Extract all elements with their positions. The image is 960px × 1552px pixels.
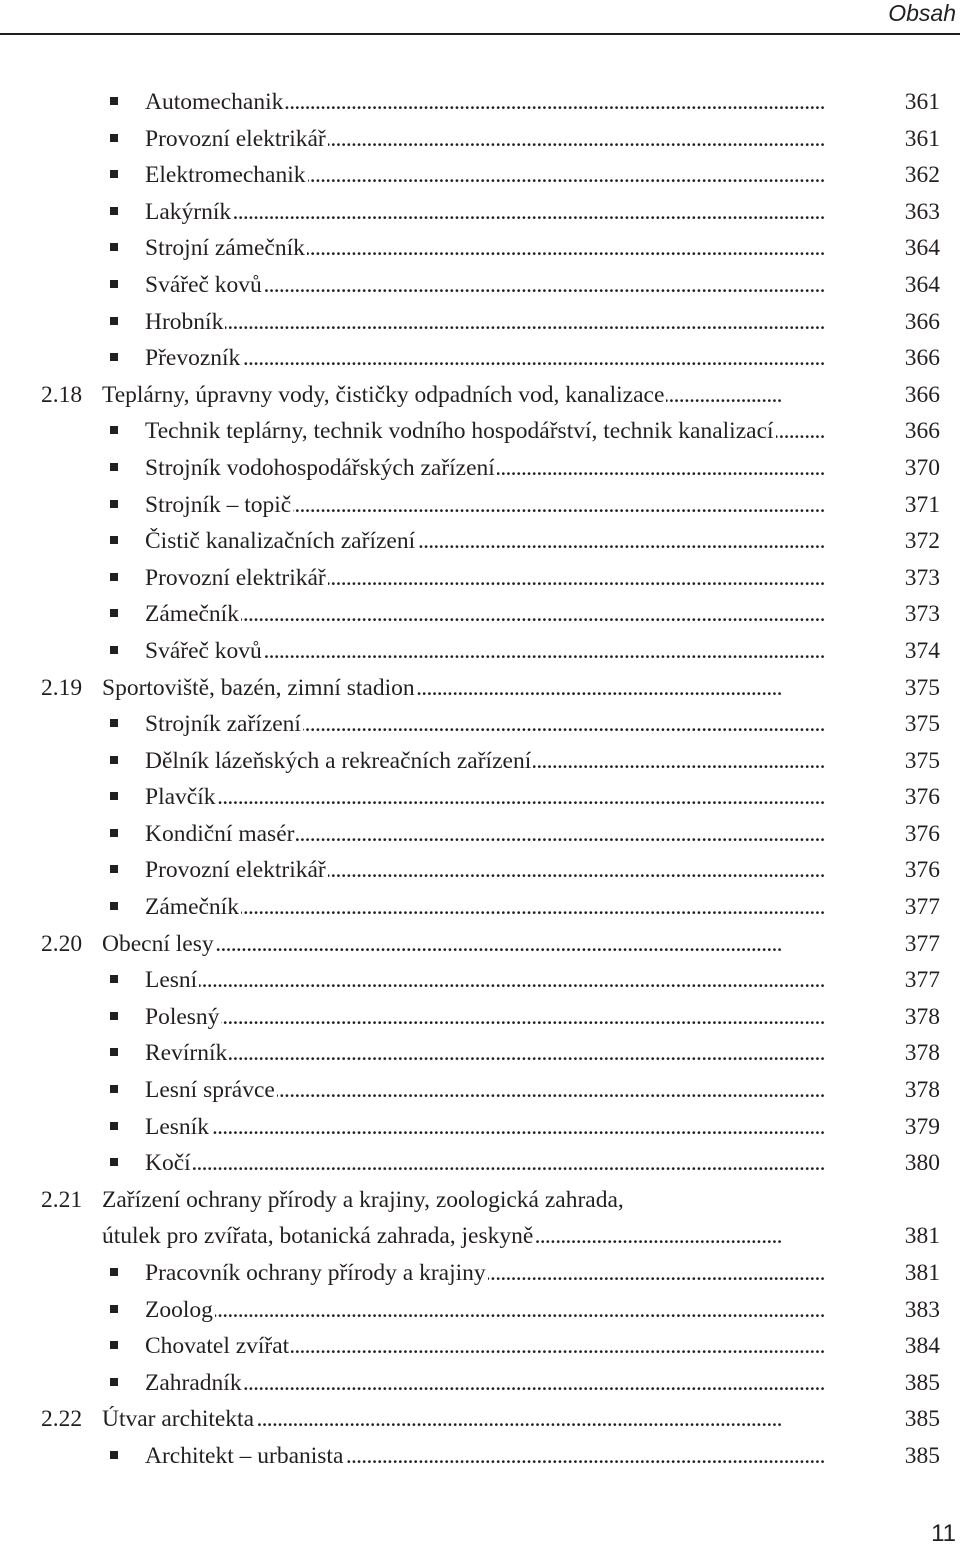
- toc-leader-line: [102, 675, 940, 702]
- toc-entry-title: Architekt – urbanista: [145, 1442, 344, 1469]
- toc-entry: [0, 706, 960, 743]
- toc-leader-line: [145, 126, 940, 153]
- toc-entry-title: Provozní elektrikář: [145, 125, 326, 152]
- toc-entry: [0, 852, 960, 889]
- toc-entry-page: 376: [904, 857, 940, 884]
- square-bullet-icon: [110, 1378, 118, 1386]
- square-bullet-icon: [110, 865, 118, 873]
- toc-leader-line: [145, 162, 940, 189]
- square-bullet-icon: [110, 829, 118, 837]
- toc-leader-line: [145, 235, 940, 262]
- square-bullet-icon: [110, 573, 118, 581]
- toc-entry-page: 364: [904, 271, 940, 298]
- toc-entry-title: Polesný: [145, 1003, 220, 1030]
- toc-section-page: 375: [904, 674, 940, 701]
- toc-entry-page: 373: [904, 564, 940, 591]
- square-bullet-icon: [110, 97, 118, 105]
- toc-entry-title: Pracovník ochrany přírody a krajiny: [145, 1260, 486, 1286]
- toc-section-title: Teplárny, úpravny vody, čističky odpadních vod, kanalizace: [102, 381, 665, 408]
- toc-leader-line: [145, 967, 940, 994]
- toc-leader-line: [102, 1223, 940, 1250]
- square-bullet-icon: [110, 1268, 118, 1276]
- toc-leader-line: [102, 931, 940, 958]
- toc-leader-line: [145, 857, 940, 884]
- toc-entry-title: Převozník: [145, 345, 241, 372]
- toc-entry: [0, 743, 960, 780]
- toc-entry-title: Hrobník: [145, 308, 224, 335]
- square-bullet-icon: [110, 536, 118, 544]
- toc-entry-title: Strojník – topič: [145, 491, 292, 518]
- toc-leader-line: [145, 309, 940, 336]
- toc-section-title-line2: útulek pro zvířata, botanická zahrada, jeskyně: [102, 1223, 534, 1250]
- toc-section-page: 377: [904, 930, 940, 957]
- toc-leader-line: [145, 492, 940, 519]
- toc-section: [0, 926, 960, 963]
- toc-entry-title: Zámečník: [145, 601, 239, 628]
- toc-entry: [0, 121, 960, 158]
- toc-leader-line: [145, 1040, 940, 1067]
- toc-leader-line: [145, 89, 940, 116]
- toc-entry-title: Svářeč kovů: [145, 637, 262, 664]
- toc-entry: [0, 1438, 960, 1475]
- toc-leader-line: [145, 638, 940, 665]
- square-bullet-icon: [110, 1341, 118, 1349]
- square-bullet-icon: [110, 170, 118, 178]
- toc-entry-page: 385: [904, 1442, 940, 1469]
- toc-section-page: 366: [904, 381, 940, 408]
- square-bullet-icon: [110, 207, 118, 215]
- toc-leader-line: [145, 784, 940, 811]
- toc-entry-page: 372: [904, 528, 940, 555]
- toc-entry-page: 378: [904, 1040, 940, 1067]
- toc-leader-line: [145, 821, 940, 848]
- toc-entry: [0, 194, 960, 231]
- toc-entry-title: Elektromechanik: [145, 162, 306, 189]
- toc-leader-line: [102, 1406, 940, 1433]
- toc-leader-line: [145, 528, 940, 555]
- toc-entry-title: Svářeč kovů: [145, 271, 262, 298]
- toc-leader-line: [145, 199, 940, 226]
- toc-entry-title: Lesník: [145, 1113, 209, 1140]
- toc-leader-line: [145, 894, 940, 921]
- square-bullet-icon: [110, 1451, 118, 1459]
- toc-entry-page: 363: [904, 198, 940, 225]
- toc-entry: [0, 1035, 960, 1072]
- toc-entry: [0, 1109, 960, 1146]
- toc-entry-page: 366: [904, 418, 940, 445]
- square-bullet-icon: [110, 243, 118, 251]
- toc-entry-title: Lesní: [145, 967, 198, 994]
- square-bullet-icon: [110, 646, 118, 654]
- toc-entry-page: 375: [904, 747, 940, 774]
- toc-entry: [0, 889, 960, 926]
- toc-leader-line: [145, 1004, 940, 1031]
- toc-section: [0, 1182, 960, 1255]
- toc-entry: [0, 816, 960, 853]
- toc-entry-title: Strojník vodohospodářských zařízení: [145, 454, 495, 481]
- toc-entry: [0, 1255, 960, 1292]
- square-bullet-icon: [110, 353, 118, 361]
- toc-section-number: 2.20: [41, 930, 83, 957]
- square-bullet-icon: [110, 1305, 118, 1313]
- toc-entry-page: 370: [904, 454, 940, 481]
- toc-entry: [0, 560, 960, 597]
- toc-entry-title: Lesní správce: [145, 1077, 275, 1104]
- toc-entry: [0, 267, 960, 304]
- toc-leader-line: [145, 1443, 940, 1470]
- toc-entry: [0, 999, 960, 1036]
- toc-entry: [0, 84, 960, 121]
- header-rule: [0, 33, 960, 35]
- square-bullet-icon: [110, 1012, 118, 1020]
- toc-entry: [0, 230, 960, 267]
- toc-entry-title: Strojník zařízení: [145, 711, 301, 738]
- toc-entry-page: 379: [904, 1113, 940, 1140]
- toc-entry-page: 374: [904, 637, 940, 664]
- square-bullet-icon: [110, 1158, 118, 1166]
- toc-section-number: 2.18: [41, 381, 83, 408]
- toc-leader-line: [145, 418, 940, 445]
- square-bullet-icon: [110, 609, 118, 617]
- toc-entry-page: 381: [904, 1260, 940, 1286]
- toc-section-title: Obecní lesy: [102, 930, 214, 957]
- toc-entry-title: Provozní elektrikář: [145, 857, 326, 884]
- toc-entry-page: 376: [904, 784, 940, 811]
- square-bullet-icon: [110, 1085, 118, 1093]
- square-bullet-icon: [110, 719, 118, 727]
- toc-entry-page: 364: [904, 235, 940, 262]
- toc-entry: [0, 1072, 960, 1109]
- toc-entry: [0, 779, 960, 816]
- square-bullet-icon: [110, 426, 118, 434]
- toc-entry-title: Zámečník: [145, 894, 239, 921]
- toc-entry-page: 376: [904, 820, 940, 847]
- toc-entry-page: 378: [904, 1077, 940, 1104]
- toc-entry-page: 362: [904, 162, 940, 189]
- toc-entry-page: 366: [904, 308, 940, 335]
- toc-entry: [0, 1365, 960, 1402]
- toc-entry-page: 380: [904, 1150, 940, 1177]
- toc-entry: [0, 962, 960, 999]
- square-bullet-icon: [110, 902, 118, 910]
- toc-leader-line: [145, 748, 940, 775]
- toc-leader-line: [145, 455, 940, 482]
- toc-entry-page: 361: [904, 89, 940, 115]
- toc-entry-title: Strojní zámečník: [145, 235, 305, 262]
- square-bullet-icon: [110, 792, 118, 800]
- toc-entry-title: Kondiční masér: [145, 820, 295, 847]
- toc-entry: [0, 1145, 960, 1182]
- toc-entry-page: 383: [904, 1296, 940, 1323]
- toc-leader-line: [145, 1333, 940, 1360]
- toc-entry-page: 366: [904, 345, 940, 372]
- toc-entry-page: 377: [904, 967, 940, 994]
- toc-entry-page: 375: [904, 711, 940, 738]
- toc-section: [0, 377, 960, 414]
- toc-entry: [0, 487, 960, 524]
- toc-entry-page: 361: [904, 125, 940, 152]
- toc-entry: [0, 340, 960, 377]
- toc-entry: [0, 450, 960, 487]
- toc-entry: [0, 596, 960, 633]
- toc-entry: [0, 304, 960, 341]
- toc-leader-line: [145, 565, 940, 592]
- running-header-title: Obsah: [888, 0, 956, 26]
- toc-entry-title: Dělník lázeňských a rekreačních zařízení: [145, 747, 532, 774]
- toc-leader-line: [145, 601, 940, 628]
- toc-entry: [0, 413, 960, 450]
- toc-section-number: 2.22: [41, 1406, 83, 1433]
- toc-leader-line: [145, 1077, 940, 1104]
- toc-section-page: 381: [904, 1223, 940, 1250]
- square-bullet-icon: [110, 1048, 118, 1056]
- toc-leader-line: [145, 1297, 940, 1324]
- toc-entry-page: 385: [904, 1369, 940, 1396]
- toc-leader-line: [145, 1260, 940, 1287]
- toc-section-title-line1: Zařízení ochrany přírody a krajiny, zoologická zahrada,: [102, 1186, 624, 1213]
- toc-entry-title: Zahradník: [145, 1369, 242, 1396]
- square-bullet-icon: [110, 280, 118, 288]
- toc-section: [0, 670, 960, 707]
- square-bullet-icon: [110, 500, 118, 508]
- toc-leader-line: [145, 1150, 940, 1177]
- toc-entry-page: 378: [904, 1003, 940, 1030]
- square-bullet-icon: [110, 975, 118, 983]
- toc-entry-page: 373: [904, 601, 940, 628]
- toc-entry-page: 377: [904, 894, 940, 921]
- page-number: 11: [931, 1520, 956, 1547]
- toc-entry-title: Provozní elektrikář: [145, 564, 326, 591]
- toc-section-number: 2.21: [41, 1186, 83, 1213]
- toc-entry-title: Chovatel zvířat: [145, 1333, 290, 1360]
- toc-entry: [0, 1292, 960, 1329]
- toc-entry-page: 384: [904, 1333, 940, 1360]
- toc-leader-line: [145, 272, 940, 299]
- toc-entry-title: Plavčík: [145, 784, 216, 811]
- square-bullet-icon: [110, 463, 118, 471]
- table-of-contents: [0, 84, 960, 1475]
- toc-entry-title: Lakýrník: [145, 198, 232, 225]
- square-bullet-icon: [110, 134, 118, 142]
- toc-entry-page: 371: [904, 491, 940, 518]
- toc-section-title: Útvar architekta: [102, 1406, 255, 1433]
- toc-leader-line: [145, 1370, 940, 1397]
- toc-entry-title: Revírník: [145, 1040, 228, 1067]
- toc-section-title: Sportoviště, bazén, zimní stadion: [102, 674, 415, 701]
- toc-leader-line: [145, 345, 940, 372]
- square-bullet-icon: [110, 756, 118, 764]
- toc-section: [0, 1401, 960, 1438]
- toc-entry: [0, 1328, 960, 1365]
- square-bullet-icon: [110, 1122, 118, 1130]
- toc-entry: [0, 633, 960, 670]
- square-bullet-icon: [110, 317, 118, 325]
- toc-entry-title: Automechanik: [145, 89, 284, 115]
- toc-entry: [0, 157, 960, 194]
- toc-entry: [0, 523, 960, 560]
- toc-entry-title: Čistič kanalizačních zařízení: [145, 528, 416, 555]
- toc-entry-title: Zoolog: [145, 1296, 213, 1323]
- toc-section-page: 385: [904, 1406, 940, 1433]
- toc-leader-line: [145, 1114, 940, 1141]
- toc-section-number: 2.19: [41, 674, 83, 701]
- toc-entry-title: Kočí: [145, 1150, 191, 1177]
- toc-leader-line: [145, 711, 940, 738]
- toc-leader-line: [102, 382, 940, 409]
- toc-entry-title: Technik teplárny, technik vodního hospodářství, technik kanalizací: [145, 418, 774, 445]
